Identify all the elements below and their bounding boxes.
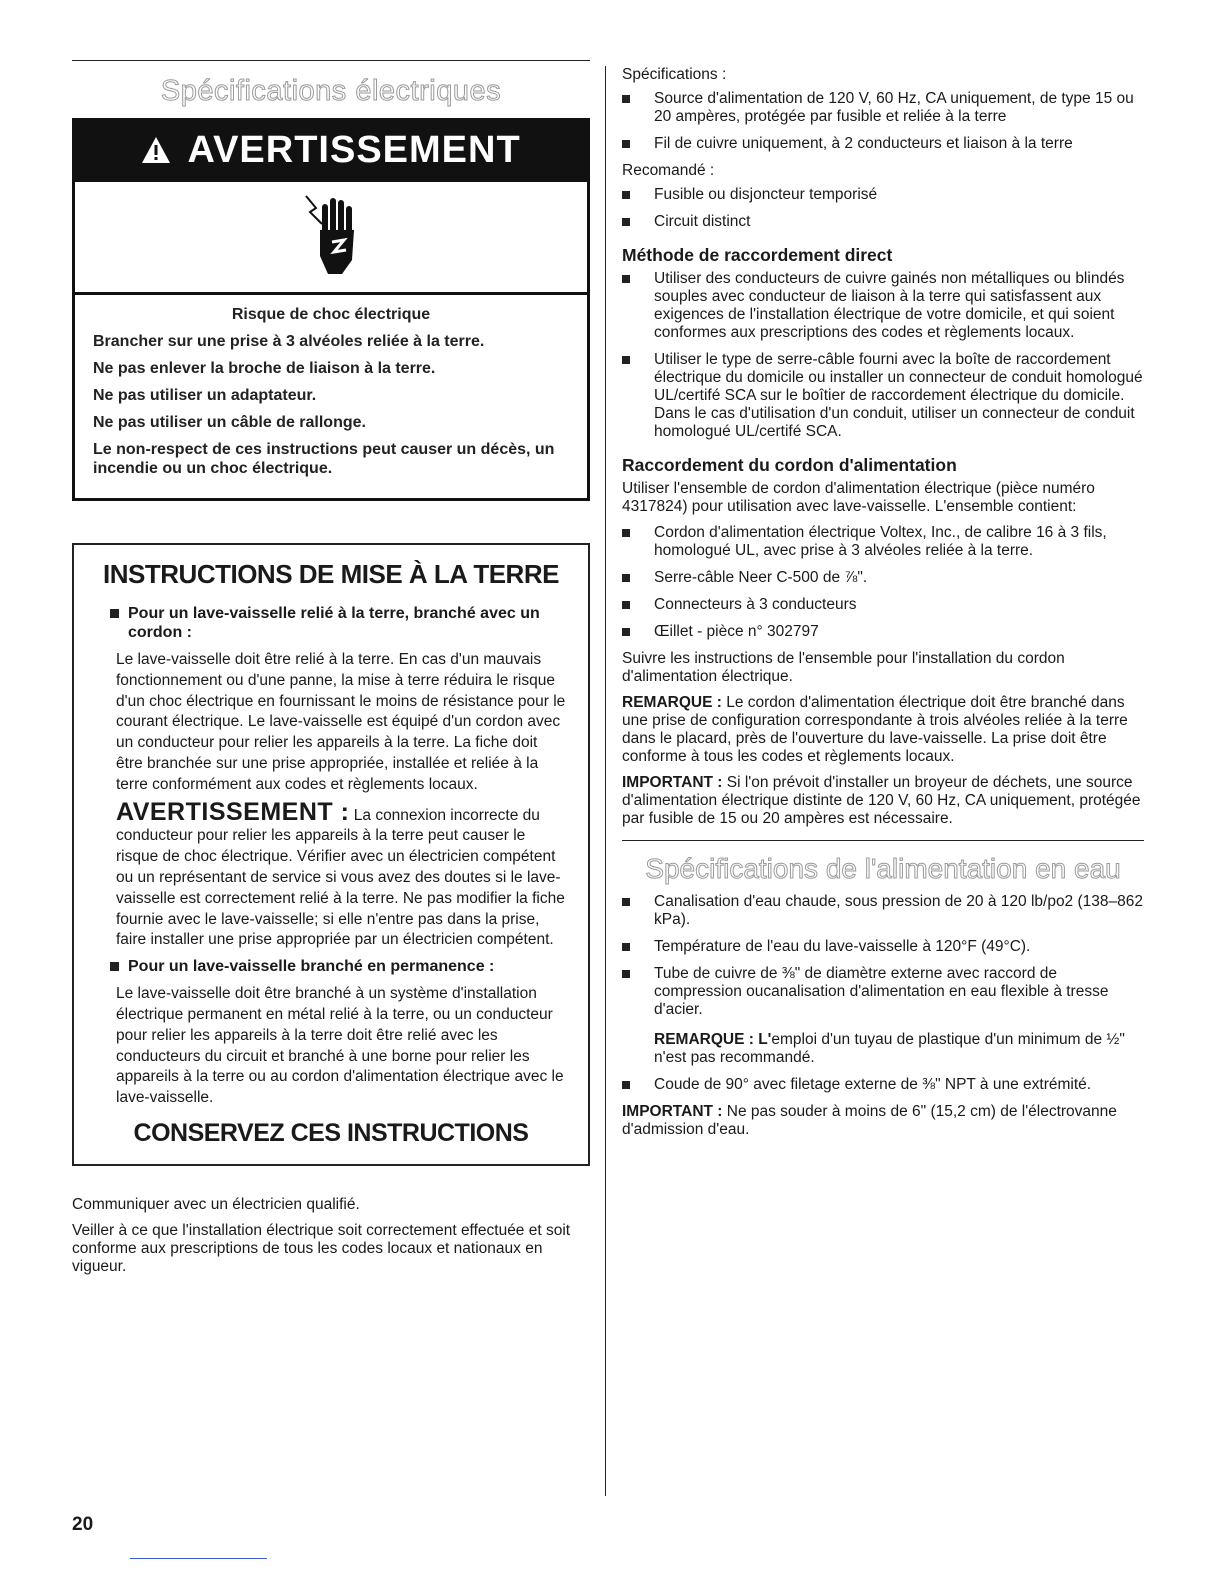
- list-item: Tube de cuivre de ⅜" de diamètre externe avec raccord de compression oucanalisation d'alimentation en eau flexible à tresse d'acier. REMARQUE : L'emploi d'un tuyau de plastique d'un minimum de ½" n'est pas recommandé.: [622, 965, 1144, 1067]
- list-item: Fusible ou disjoncteur temporisé: [622, 186, 1144, 204]
- water-important-label: IMPORTANT :: [622, 1103, 723, 1120]
- list-item: Coude de 90° avec filetage externe de ⅜" NPT à une extrémité.: [622, 1076, 1144, 1094]
- bullet-square-icon: [110, 962, 119, 971]
- warning-line: Ne pas enlever la broche de liaison à la terre.: [93, 360, 436, 377]
- power-cord-heading: Raccordement du cordon d'alimentation: [622, 455, 957, 475]
- right-column: [622, 66, 1144, 1147]
- spec-label: Spécifications :: [622, 66, 727, 83]
- list-item: Utiliser des conducteurs de cuivre gainés non métalliques ou blindés souples avec conducteur de liaison à la terre qui satisfassent aux exigences de l'installation électrique de votre domicile, et qui soient conformes aux prescriptions des codes et règlements locaux.: [622, 270, 1144, 342]
- recommended-label: Recomandé :: [622, 162, 715, 179]
- power-cord-follow: Suivre les instructions de l'ensemble pour l'installation du cordon d'alimentation électrique.: [622, 650, 1065, 685]
- warning-line: Ne pas utiliser un adaptateur.: [93, 387, 317, 404]
- list-item: Circuit distinct: [622, 213, 1144, 231]
- bullet-square-icon: [622, 191, 630, 199]
- bullet-square-icon: [622, 1081, 630, 1089]
- power-cord-intro: Utiliser l'ensemble de cordon d'alimentation électrique (pièce numéro 4317824) pour utilisation avec lave-vaisselle. L'ensemble contient:: [622, 480, 1095, 515]
- list-item: Fil de cuivre uniquement, à 2 conducteurs et liaison à la terre: [622, 135, 1144, 153]
- bullet-square-icon: [622, 140, 630, 148]
- column-divider: [605, 66, 606, 1496]
- warning-line: Risque de choc électrique: [231, 306, 431, 323]
- warning-icon-area: [75, 182, 587, 295]
- grounding-instructions-box: [72, 543, 590, 1166]
- spec-list: [622, 90, 1144, 153]
- section-title-electrical: Spécifications électriques: [160, 75, 502, 107]
- bullet-square-icon: [622, 356, 630, 364]
- bullet-square-icon: [622, 95, 630, 103]
- grounding-title: INSTRUCTIONS DE MISE À LA TERRE: [103, 559, 559, 589]
- bullet-square-icon: [622, 943, 630, 951]
- remarque-label: REMARQUE :: [622, 694, 722, 711]
- list-item: Canalisation d'eau chaude, sous pression de 20 à 120 lb/po2 (138–862 kPa).: [622, 893, 1144, 929]
- grounding-paragraph: Le lave-vaisselle doit être branché à un système d'installation électrique permanent en métal relié à la terre, ou un conducteur pour relier les appareils à la terre doit être relié avec les conducteurs du circuit et branché à une borne pour relier les appareils à la terre ou au cordon d'alimentation électrique avec le lave-vaisselle.: [116, 985, 564, 1107]
- after-notes: [72, 1196, 590, 1276]
- list-item: Utiliser le type de serre-câble fourni avec la boîte de raccordement électrique du domicile ou installer un connecteur de conduit homologué UL/certifé SCA sur le boîtier de raccordement électrique du domicile. Dans le cas d'utilisation d'un conduit, utiliser un connecteur de conduit homologué UL/certifé SCA.: [622, 351, 1144, 441]
- direct-connection-list: [622, 270, 1144, 441]
- water-spec-list: [622, 893, 1144, 1094]
- bullet-square-icon: [622, 628, 630, 636]
- warning-header: [75, 121, 587, 182]
- warning-line: Ne pas utiliser un câble de rallonge.: [93, 414, 366, 431]
- list-item: Source d'alimentation de 120 V, 60 Hz, CA uniquement, de type 15 ou 20 ampères, protégée par fusible et reliée à la terre: [622, 90, 1144, 126]
- grounding-warning-paragraph: AVERTISSEMENT : La connexion incorrecte du conducteur pour relier les appareils à la terre peut causer le risque de choc électrique. Vérifier avec un électricien compétent ou un représentant de service si vous avez des doutes si le lave-vaisselle est correctement relié à la terre. Ne pas modifier la fiche fournie avec le lave-vaisselle; si elle n'entre pas dans la prise, faire installer une prise appropriée par un électricien compétent.: [116, 797, 565, 949]
- bullet-square-icon: [110, 609, 119, 618]
- warning-box: [72, 118, 590, 501]
- electric-shock-hand-icon: [300, 190, 360, 280]
- top-rule: [72, 60, 590, 61]
- list-item: Œillet - pièce n° 302797: [622, 623, 1144, 641]
- save-instructions-footer: CONSERVEZ CES INSTRUCTIONS: [133, 1118, 529, 1147]
- water-remarque-note: REMARQUE : L'emploi d'un tuyau de plastique d'un minimum de ½" n'est pas recommandé.: [654, 1031, 1125, 1066]
- grounding-paragraph: Le lave-vaisselle doit être relié à la terre. En cas d'un mauvais fonctionnement ou d'une panne, la mise à terre réduira le risque d'un choc électrique en fournissant le moins de résistance pour le courant électrique. Le lave-vaisselle est équipé d'un cordon avec un conducteur pour relier les appareils à la terre. La fiche doit être branchée sur une prise appropriée, installée et reliée à la terre conformément aux codes et règlements locaux.: [116, 651, 566, 793]
- section-rule: [622, 840, 1144, 841]
- list-item: Connecteurs à 3 conducteurs: [622, 596, 1144, 614]
- warning-text: [75, 295, 587, 498]
- warning-line: Brancher sur une prise à 3 alvéoles reliée à la terre.: [93, 333, 485, 350]
- bullet-square-icon: [622, 529, 630, 537]
- water-remarque-label: REMARQUE : L': [654, 1031, 772, 1048]
- remarque-note: REMARQUE : Le cordon d'alimentation électrique doit être branché dans une prise de configuration correspondante à trois alvéoles reliée à la terre dans le placard, près de l'ouverture du lave-vaisselle. La prise doit être conforme à tous les codes et règlements locaux.: [622, 694, 1128, 765]
- important-label: IMPORTANT :: [622, 774, 723, 791]
- footer-blue-line: [130, 1558, 267, 1559]
- bullet-square-icon: [622, 275, 630, 283]
- warning-triangle-icon: [141, 129, 187, 171]
- grounding-bullet-heading: Pour un lave-vaisselle branché en permanence :: [92, 957, 564, 976]
- recommended-list: [622, 186, 1144, 231]
- list-item: Serre-câble Neer C-500 de ⅞".: [622, 569, 1144, 587]
- warning-line: Le non-respect de ces instructions peut causer un décès, un incendie ou un choc électrique.: [93, 441, 555, 477]
- bullet-square-icon: [622, 574, 630, 582]
- important-note: IMPORTANT : Si l'on prévoit d'installer un broyeur de déchets, une source d'alimentation électrique distinte de 120 V, 60 Hz, CA uniquement, protégée par fusible de 15 ou 20 ampères est nécessaire.: [622, 774, 1141, 827]
- inline-warning-label: AVERTISSEMENT :: [116, 797, 350, 826]
- page-number: 20: [72, 1514, 94, 1535]
- bullet-square-icon: [622, 898, 630, 906]
- grounding-bullet-heading: Pour un lave-vaisselle relié à la terre, branché avec un cordon :: [92, 604, 564, 642]
- section-title-water: Spécifications de l'alimentation en eau: [645, 853, 1121, 884]
- direct-connection-heading: Méthode de raccordement direct: [622, 245, 893, 265]
- water-important-note: IMPORTANT : Ne pas souder à moins de 6" (15,2 cm) de l'électrovanne d'admission d'eau.: [622, 1103, 1117, 1138]
- after-paragraph: Communiquer avec un électricien qualifié.: [72, 1195, 360, 1213]
- list-item: Cordon d'alimentation électrique Voltex, Inc., de calibre 16 à 3 fils, homologué UL, avec prise à 3 alvéoles reliée à la terre.: [622, 524, 1144, 560]
- after-paragraph: Veiller à ce que l'installation électrique soit correctement effectuée et soit conforme aux prescriptions de tous les codes locaux et nationaux en vigueur.: [72, 1221, 571, 1275]
- bullet-square-icon: [622, 601, 630, 609]
- warning-title: AVERTISSEMENT: [187, 129, 521, 171]
- left-column: [72, 60, 590, 1284]
- list-item: Température de l'eau du lave-vaisselle à 120°F (49°C).: [622, 938, 1144, 956]
- power-cord-kit-list: [622, 524, 1144, 641]
- bullet-square-icon: [622, 970, 630, 978]
- bullet-square-icon: [622, 218, 630, 226]
